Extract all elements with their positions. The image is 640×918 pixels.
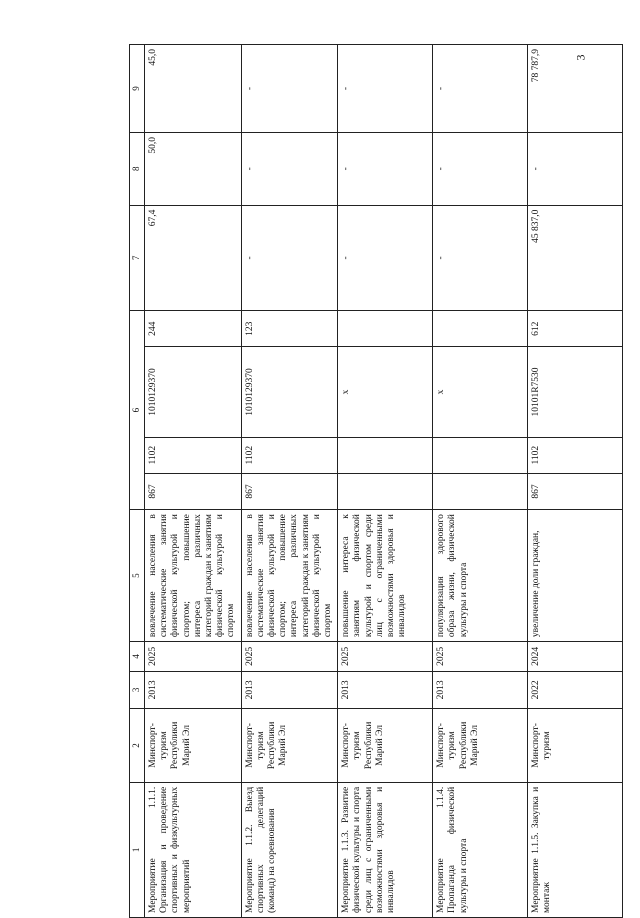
vr-code	[433, 311, 528, 347]
page-number: 3	[573, 54, 588, 61]
program-activities-table	[129, 44, 623, 918]
col-header-5: 5	[130, 510, 145, 642]
col-header-7: 7	[130, 205, 145, 311]
table-row	[145, 45, 242, 918]
value-col-7: -	[338, 205, 433, 311]
col-header-6: 6	[130, 311, 145, 510]
expected-result: вовлечение населения в систематические занятия физической культурой и спортом; повышение интереса различных категорий граждан к занятиям физической культурой и спортом	[241, 510, 338, 642]
expected-result: повышение интереса к занятиям физической культурой и спортом среди лиц с ограниченными возможностями здоровья и инвалидов	[338, 510, 433, 642]
vr-code: 244	[145, 311, 242, 347]
grbs-code: 867	[241, 473, 338, 509]
value-col-8: -	[338, 133, 433, 206]
start-year: 2022	[528, 671, 623, 708]
grbs-code: 867	[528, 473, 623, 509]
end-year: 2025	[433, 642, 528, 672]
value-col-9: -	[433, 45, 528, 133]
col-header-1: 1	[130, 782, 145, 917]
col-header-9: 9	[130, 45, 145, 133]
executor: Минспорт-туризм Республики Марий Эл	[433, 709, 528, 783]
value-col-9: -	[338, 45, 433, 133]
start-year: 2013	[433, 671, 528, 708]
vr-code: 123	[241, 311, 338, 347]
value-col-7: 45 837,0	[528, 205, 623, 311]
grbs-code	[433, 473, 528, 509]
csr-code: 10101R7530	[528, 347, 623, 437]
executor: Минспорт-туризм Республики Марий Эл	[241, 709, 338, 783]
col-header-4: 4	[130, 642, 145, 672]
value-col-7: -	[241, 205, 338, 311]
table-row	[528, 45, 623, 918]
end-year: 2025	[338, 642, 433, 672]
col-header-3: 3	[130, 671, 145, 708]
start-year: 2013	[338, 671, 433, 708]
value-col-8: -	[241, 133, 338, 206]
csr-code: 1010129370	[145, 347, 242, 437]
activity-name: Мероприятие 1.1.4. Пропаганда физической культуры и спорта	[433, 782, 528, 917]
value-col-8: -	[528, 133, 623, 206]
table-row	[338, 45, 433, 918]
end-year: 2025	[241, 642, 338, 672]
value-col-9: 45,0	[145, 45, 242, 133]
value-col-9: -	[241, 45, 338, 133]
rz-code: 1102	[528, 437, 623, 473]
csr-code: х	[338, 347, 433, 437]
value-col-8: 50,0	[145, 133, 242, 206]
value-col-8: -	[433, 133, 528, 206]
vr-code	[338, 311, 433, 347]
rz-code	[433, 437, 528, 473]
col-header-8: 8	[130, 133, 145, 206]
activity-name: Мероприятие 1.1.3. Развитие физической культуры и спорта среди лиц с ограниченными возможностями здоровья и инвалидов	[338, 782, 433, 917]
csr-code: 1010129370	[241, 347, 338, 437]
activity-name: Мероприятие 1.1.2. Выезд спортивных делегаций (команд) на соревнования	[241, 782, 338, 917]
value-col-7: -	[433, 205, 528, 311]
start-year: 2013	[241, 671, 338, 708]
executor: Минспорт-туризм Республики Марий Эл	[338, 709, 433, 783]
rotated-table-sheet	[129, 44, 580, 918]
col-header-2: 2	[130, 709, 145, 783]
expected-result: популяризация здорового образа жизни, физической культуры и спорта	[433, 510, 528, 642]
activity-name: Мероприятие 1.1.5. Закупка и монтаж	[528, 782, 623, 917]
table-row	[433, 45, 528, 918]
grbs-code	[338, 473, 433, 509]
header-row	[130, 45, 145, 918]
vr-code: 612	[528, 311, 623, 347]
executor: Минспорт-туризм	[528, 709, 623, 783]
end-year: 2024	[528, 642, 623, 672]
start-year: 2013	[145, 671, 242, 708]
activity-name: Мероприятие 1.1.1. Организация и проведение спортивных и физкультурных мероприятий	[145, 782, 242, 917]
value-col-9: 78 787,9	[528, 45, 623, 133]
table-row	[241, 45, 338, 918]
rz-code: 1102	[145, 437, 242, 473]
expected-result: увеличение доли граждан,	[528, 510, 623, 642]
rz-code: 1102	[241, 437, 338, 473]
grbs-code: 867	[145, 473, 242, 509]
end-year: 2025	[145, 642, 242, 672]
expected-result: вовлечение населения в систематические занятия физической культурой и спортом; повышение интереса различных категорий граждан к занятиям физической культурой и спортом	[145, 510, 242, 642]
rz-code	[338, 437, 433, 473]
executor: Минспорт-туризм Республики Марий Эл	[145, 709, 242, 783]
value-col-7: 67,4	[145, 205, 242, 311]
csr-code: х	[433, 347, 528, 437]
